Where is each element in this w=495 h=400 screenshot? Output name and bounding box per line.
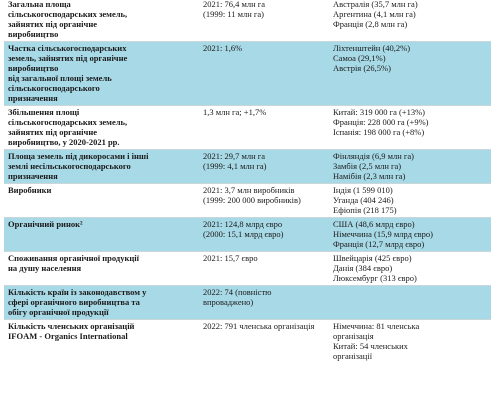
organic-statistics-table: [4, 0, 491, 363]
indicator-line: обігу органічної продукції: [8, 307, 109, 317]
indicator-line: землі несільськогосподарського: [8, 161, 131, 171]
indicator-line: сільськогосподарських земель,: [8, 117, 128, 127]
indicator-line: IFOAM - Organics International: [8, 331, 128, 341]
leading-countries-cell: [329, 184, 491, 218]
indicator-line: сільськогосподарських земель,: [8, 9, 128, 19]
leading-countries-line: Німеччина: 81 членська: [333, 321, 420, 331]
leading-countries-cell: [329, 320, 491, 364]
indicator-cell: [4, 286, 199, 320]
indicator-line: виробництво, у 2020-2021 рр.: [8, 137, 120, 147]
indicator-line: від загальної площі земель: [8, 73, 112, 83]
leading-countries-line: Аргентина (4,1 млн га): [333, 9, 416, 19]
leading-countries-line: Франція (2,8 млн га): [333, 19, 408, 29]
leading-countries-line: Намібія (2,3 млн га): [333, 171, 406, 181]
indicator-cell: [4, 0, 199, 42]
indicator-line: Загальна площа: [8, 0, 71, 9]
indicator-cell: [4, 252, 199, 286]
leading-countries-line: Люксембург (313 євро): [333, 273, 417, 283]
leading-countries-line: Фінляндія (6,9 млн га): [333, 151, 415, 161]
leading-countries-line: Китай: 54 членських: [333, 341, 408, 351]
indicator-line: виробництво: [8, 63, 59, 73]
indicator-cell: [4, 42, 199, 106]
table-row: [4, 218, 491, 252]
leading-countries-cell: [329, 252, 491, 286]
indicator-cell: [4, 184, 199, 218]
leading-countries-line: організації: [333, 351, 373, 361]
world-value-line: 2021: 124,8 млрд євро: [203, 219, 283, 229]
leading-countries-line: організація: [333, 331, 374, 341]
indicator-line: Частка сільськогосподарських: [8, 43, 127, 53]
leading-countries-line: США (48,6 млрд євро): [333, 219, 415, 229]
indicator-line: зайнятих під органічне: [8, 127, 98, 137]
indicator-line: сільськогосподарського: [8, 83, 100, 93]
indicator-line: Кількість країн із законодавством у: [8, 287, 147, 297]
table-row: [4, 106, 491, 150]
leading-countries-line: Ліхтенштейн (40,2%): [333, 43, 411, 53]
table-row: [4, 150, 491, 184]
indicator-line: земель, зайнятих під органічне: [8, 53, 128, 63]
world-value-line: (2000: 15,1 млрд євро): [203, 229, 284, 239]
indicator-line: Споживання органічної продукції: [8, 253, 139, 263]
indicator-cell: [4, 320, 199, 364]
world-value-line: 2021: 3,7 млн виробників: [203, 185, 295, 195]
indicator-line: зайнятих під органічне: [8, 19, 98, 29]
indicator-line: Кількість членських організацій: [8, 321, 135, 331]
world-value-line: 2022: 791 членська організація: [203, 321, 315, 331]
table-row: [4, 0, 491, 42]
leading-countries-line: Іспанія: 198 000 га (+8%): [333, 127, 425, 137]
indicator-line: сфері органічного виробництва та: [8, 297, 140, 307]
leading-countries-line: Швейцарія (425 євро): [333, 253, 412, 263]
table-row: [4, 42, 491, 106]
leading-countries-line: Уганда (404 246): [333, 195, 394, 205]
leading-countries-cell: [329, 150, 491, 184]
world-value-cell: [199, 218, 329, 252]
leading-countries-line: Франція: 228 000 га (+9%): [333, 117, 429, 127]
table-row: [4, 320, 491, 364]
world-value-line: 2021: 29,7 млн га: [203, 151, 266, 161]
leading-countries-cell: [329, 106, 491, 150]
table-body: [4, 0, 491, 363]
leading-countries-line: Ефіопія (218 175): [333, 205, 397, 215]
world-value-line: (1999: 200 000 виробників): [203, 195, 301, 205]
leading-countries-cell: [329, 218, 491, 252]
world-value-line: (1999: 4,1 млн га): [203, 161, 267, 171]
world-value-line: 2021: 1,6%: [203, 43, 243, 53]
world-value-cell: [199, 184, 329, 218]
leading-countries-cell: [329, 0, 491, 42]
leading-countries-line: Самоа (29,1%): [333, 53, 386, 63]
world-value-cell: [199, 286, 329, 320]
world-value-cell: [199, 42, 329, 106]
leading-countries-line: Франція (12,7 млрд євро): [333, 239, 425, 249]
world-value-cell: [199, 252, 329, 286]
indicator-line: Виробники: [8, 185, 52, 195]
indicator-line: Органічний ринок²: [8, 219, 83, 229]
world-value-cell: [199, 106, 329, 150]
indicator-cell: [4, 218, 199, 252]
leading-countries-cell: [329, 286, 491, 320]
leading-countries-line: Австралія (35,7 млн га): [333, 0, 418, 9]
world-value-line: 2021: 15,7 євро: [203, 253, 258, 263]
table-row: [4, 184, 491, 218]
indicator-line: Збільшення площі: [8, 107, 80, 117]
world-value-line: (1999: 11 млн га): [203, 9, 265, 19]
leading-countries-line: Китай: 319 000 га (+13%): [333, 107, 426, 117]
indicator-line: призначення: [8, 93, 58, 103]
world-value-line: 2021: 76,4 млн га: [203, 0, 266, 9]
world-value-line: впроваджено): [203, 297, 254, 307]
indicator-line: виробництво: [8, 29, 59, 39]
leading-countries-line: Австрія (26,5%): [333, 63, 391, 73]
indicator-line: на душу населення: [8, 263, 82, 273]
leading-countries-line: Індія (1 599 010): [333, 185, 393, 195]
table-row: [4, 252, 491, 286]
world-value-cell: [199, 320, 329, 364]
table-row: [4, 286, 491, 320]
indicator-cell: [4, 106, 199, 150]
world-value-cell: [199, 0, 329, 42]
leading-countries-line: Замбія (2,5 млн га): [333, 161, 402, 171]
world-value-cell: [199, 150, 329, 184]
world-value-line: 2022: 74 (повністю: [203, 287, 272, 297]
indicator-line: призначення: [8, 171, 58, 181]
indicator-line: Площа земель під дикоросами і інші: [8, 151, 149, 161]
world-value-line: 1,3 млн га; +1,7%: [203, 107, 267, 117]
indicator-cell: [4, 150, 199, 184]
leading-countries-cell: [329, 42, 491, 106]
leading-countries-line: Данія (384 євро): [333, 263, 393, 273]
leading-countries-line: Німеччина (15,9 млрд євро): [333, 229, 434, 239]
